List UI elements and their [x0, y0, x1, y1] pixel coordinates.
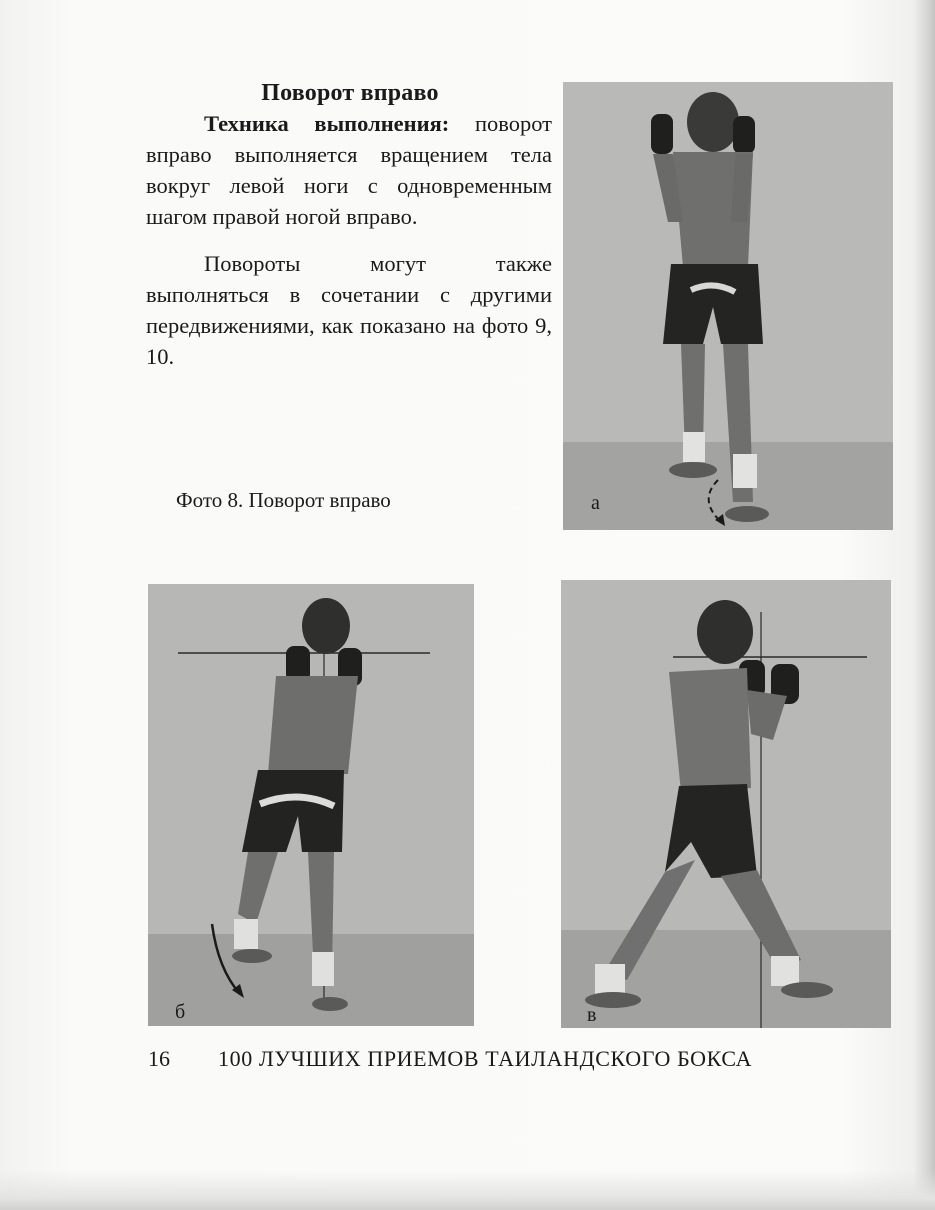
page-number: 16	[148, 1046, 170, 1071]
book-title: 100 ЛУЧШИХ ПРИЕМОВ ТАИЛАНДСКОГО БОКСА	[218, 1046, 753, 1071]
photo-v-letter: в	[587, 1004, 597, 1026]
combination-paragraph: Повороты могут также выполняться в сочетании с другими передвижениями, как показано на фото 9, 10.	[146, 251, 552, 369]
photo-b	[148, 584, 474, 1026]
photo-v	[561, 580, 891, 1028]
photo-a-image	[563, 82, 893, 530]
photo-a	[563, 82, 893, 530]
technique-paragraph	[146, 108, 552, 232]
photo-a-letter: а	[591, 492, 600, 514]
section-heading: Поворот вправо	[261, 80, 439, 106]
photo-v-image	[561, 580, 891, 1028]
technique-lead: Техника выполнения:	[204, 111, 450, 136]
page-edge-shadow-bottom	[0, 1170, 935, 1210]
photo-b-image	[148, 584, 474, 1026]
photo-caption: Фото 8. Поворот вправо	[176, 488, 391, 512]
photo-b-letter: б	[175, 1001, 186, 1023]
technique-text: поворот вправо выполняется вращением тела вокруг левой ноги с одновременным шагом правой ногой вправо.	[146, 111, 552, 229]
page-edge-shadow-right	[913, 0, 935, 1210]
